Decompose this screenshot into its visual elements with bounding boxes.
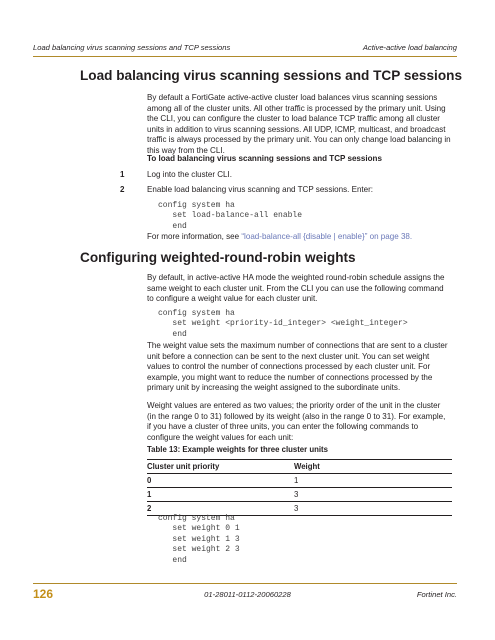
more-info [147,232,451,243]
company-name: Fortinet Inc. [416,590,457,599]
table-row [147,488,452,502]
more-info-prefix: For more information, see [147,232,242,241]
table-cell-priority: 2 [147,502,294,516]
step-2-number: 2 [120,185,125,194]
table-header-row [147,460,452,474]
section-title-weighted-round-robin: Configuring weighted-round-robin weights [80,250,356,265]
table-cell-weight: 1 [294,474,452,488]
table-header-weight: Weight [294,460,452,474]
step-1-number: 1 [120,170,125,179]
table-row [147,474,452,488]
code-weight-examples: config system ha set weight 0 1 set weight 1 3 set weight 2 3 end [158,514,240,565]
table-cell-priority: 1 [147,488,294,502]
procedure-title: To load balancing virus scanning sessions and TCP sessions [147,154,382,163]
code-set-weight: config system ha set weight <priority-id_integer> <weight_integer> end [158,309,408,339]
document-id: 01-28011-0112-20060228 [204,590,291,599]
section2-para-weight-entry: Weight values are entered as two values; the priority order of the unit in the cluster (in the range 0 to 31) followed by its weight (also in the range 0 to 31). For example, if you have a cluster of three units, you can enter the following commands to configure the weight values for each unit: [147,401,446,442]
header-right: Active-active load balancing [362,43,457,52]
section2-intro: By default, in active-active HA mode the weighted round-robin schedule assigns the same weight to each cluster unit. From the CLI you can use the following command to configure a weight value for each cluster unit. [147,273,445,304]
table-caption: Table 13: Example weights for three cluster units [147,445,328,454]
section-title-load-balancing: Load balancing virus scanning sessions and TCP sessions [80,68,462,83]
section2-para-weight-value: The weight value sets the maximum number of connections that are sent to a cluster unit before a connection can be sent to the next cluster unit. You can set weight values to control the number of connections processed by each cluster unit. For example, you might want to reduce the number of connections processed by the primary unit by increasing the weight assigned to the subordinate units. [147,341,448,393]
footer-rule [33,583,457,584]
table-cell-weight: 3 [294,502,452,516]
weights-table [147,459,452,516]
section1-intro [147,93,451,157]
page-number: 126 [33,587,54,601]
running-header [33,43,457,52]
code-load-balance-all: config system ha set load-balance-all enable end [158,201,303,231]
table-cell-weight: 3 [294,488,452,502]
table-header-priority: Cluster unit priority [147,460,294,474]
header-left: Load balancing virus scanning sessions and TCP sessions [33,43,231,52]
step-1-text: Log into the cluster CLI. [147,170,232,179]
step-2-text: Enable load balancing virus scanning and TCP sessions. Enter: [147,185,374,194]
section1-intro-text: By default a FortiGate active-active cluster load balances virus scanning sessions among all of the cluster units. All other traffic is processed by the primary unit. Using the CLI, you can configure the cluster to load balance TCP traffic among all cluster units in addition to virus scanning sessions. All UDP, ICMP, multicast, and broadcast traffic is always processed by the primary unit. You can only change load balancing in this way from the CLI. [147,93,451,155]
table-cell-priority: 0 [147,474,294,488]
more-info-link[interactable]: “load-balance-all {disable | enable}” on page 38. [241,232,413,241]
header-rule [33,56,457,57]
